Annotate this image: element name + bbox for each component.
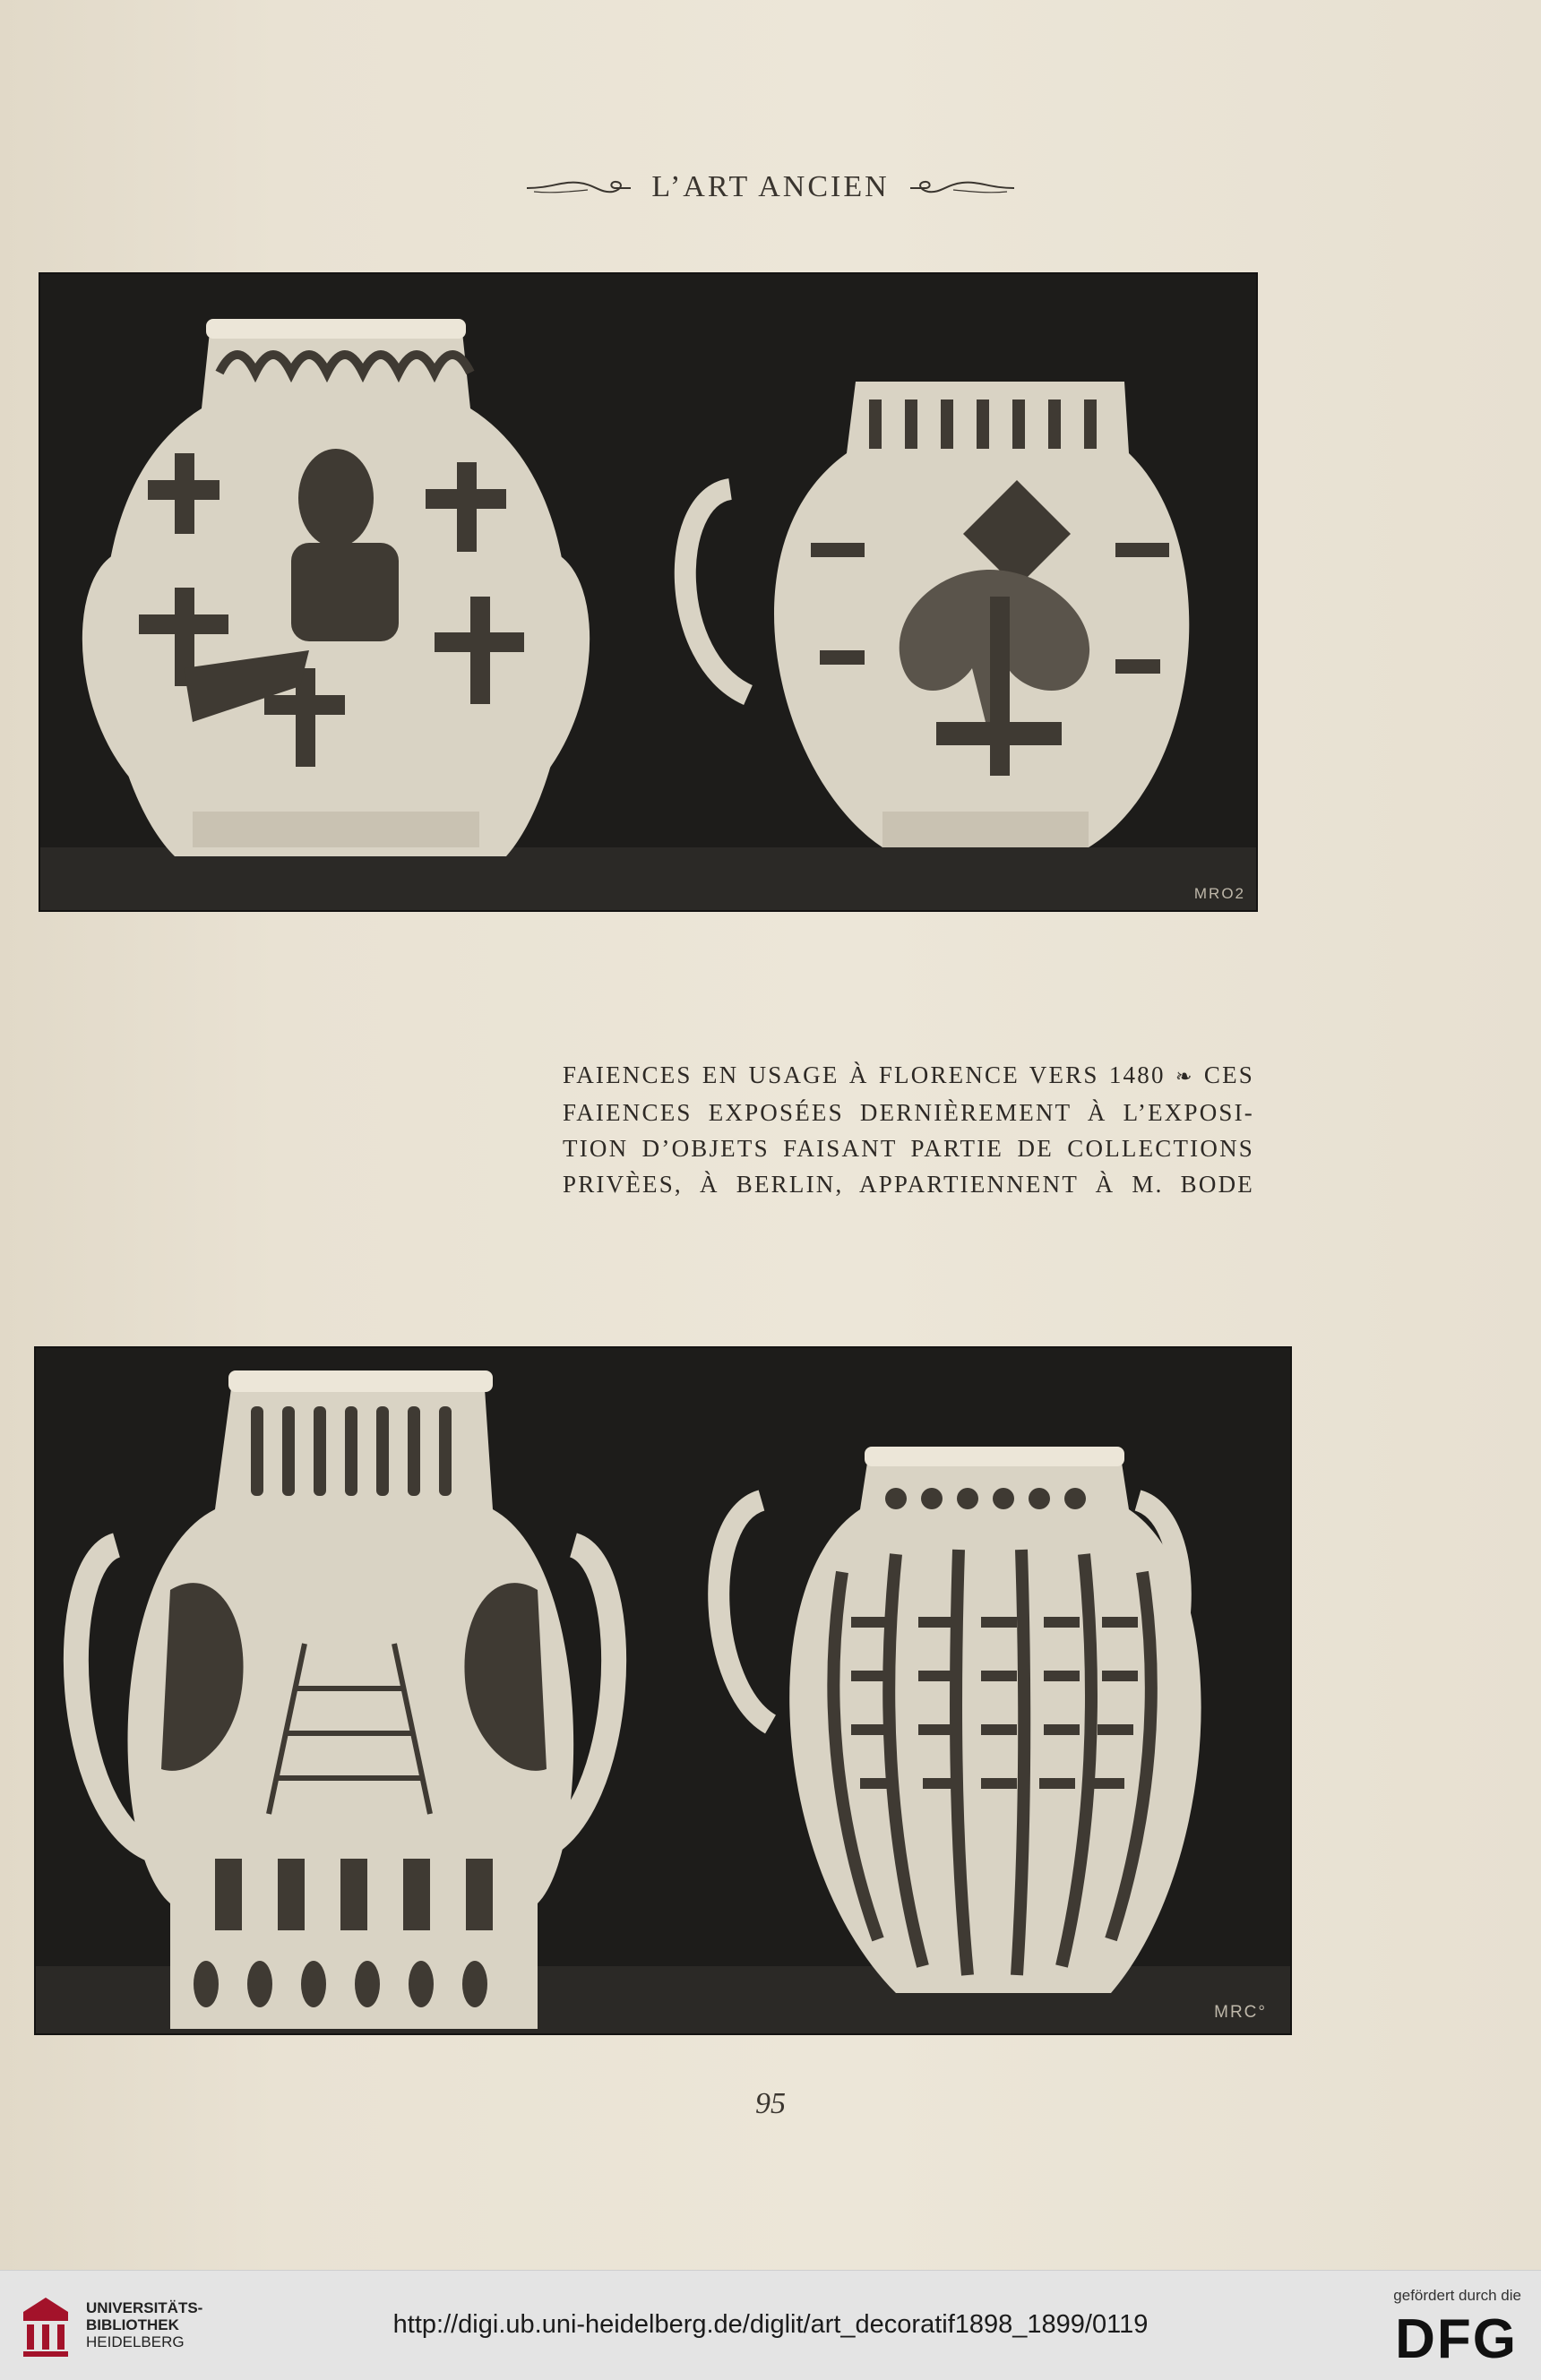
dfg-logo[interactable]: DFG: [1395, 2308, 1518, 2370]
caption-line-3: TION D’OBJETS FAISANT PARTIE DE COLLECTIONS: [563, 1135, 1254, 1162]
ornament-left-icon: [525, 176, 633, 199]
photographer-mark: MRC°: [1214, 2003, 1267, 2022]
caption-line-2: FAIENCES EXPOSÉES DERNIÈREMENT À L’EXPOSI-: [563, 1099, 1254, 1126]
photo-plate-bottom: [34, 1346, 1292, 2035]
plate-caption: [563, 1057, 1254, 1202]
running-head-title: L’ART ANCIEN: [651, 170, 890, 204]
ornament-right-icon: [908, 176, 1016, 199]
photographer-mark: MRO2: [1193, 885, 1245, 902]
library-line-2: BIBLIOTHEK: [86, 2316, 179, 2333]
library-line-1: UNIVERSITÄTS-: [86, 2299, 203, 2316]
vases-illustration-bottom: [36, 1348, 1290, 2033]
vases-illustration-top: [40, 274, 1256, 910]
page-number: 95: [755, 2087, 786, 2120]
digitization-footer: [0, 2270, 1541, 2380]
photo-plate-top: [39, 272, 1258, 912]
caption-text-1a: FAIENCES EN USAGE À FLORENCE VERS 1480: [563, 1061, 1166, 1088]
sponsor-label: gefördert durch die: [1393, 2287, 1521, 2304]
fleuron-icon: ❧: [1175, 1065, 1194, 1087]
library-line-3: HEIDELBERG: [86, 2333, 185, 2350]
caption-line-4: PRIVÈES, À BERLIN, APPARTIENNENT À M. BODE: [563, 1171, 1254, 1198]
caption-text-1b: CES: [1203, 1061, 1255, 1088]
caption-line-1: [563, 1057, 1254, 1095]
source-url-link[interactable]: http://digi.ub.uni-heidelberg.de/diglit/art_decoratif1898_1899/0119: [392, 2310, 1149, 2339]
running-head: [0, 168, 1541, 204]
